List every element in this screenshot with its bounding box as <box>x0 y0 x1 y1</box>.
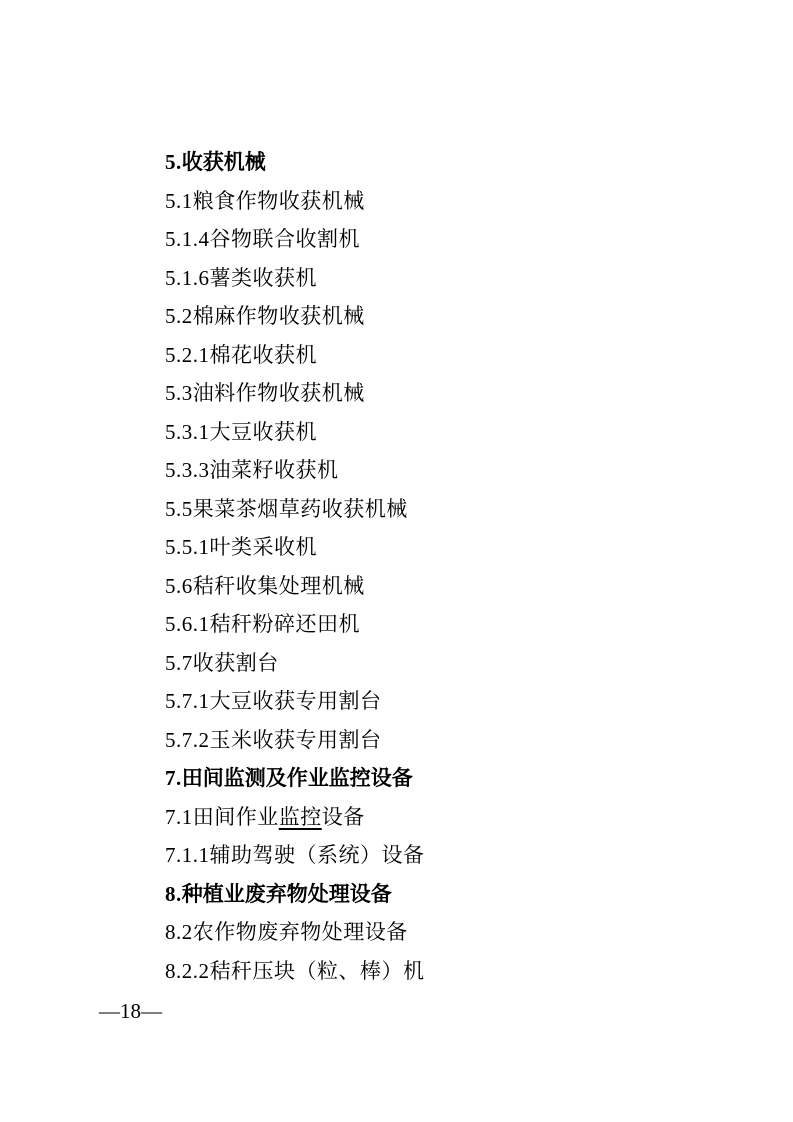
item-label: 秸秆压块（粒、棒）机 <box>209 958 425 983</box>
list-item <box>165 413 425 452</box>
item-number: 5.6.1 <box>165 612 210 636</box>
item-label: 棉花收获机 <box>209 342 317 367</box>
list-item <box>165 528 425 567</box>
item-number: 5.2.1 <box>165 342 210 367</box>
item-label: 玉米收获专用割台 <box>209 727 382 752</box>
list-item <box>165 336 425 375</box>
item-label: 田间作业 <box>192 804 279 829</box>
list-item <box>165 682 425 721</box>
list-item <box>165 259 425 298</box>
list-item <box>165 374 425 413</box>
item-label: 田间监测及作业监控设备 <box>181 767 413 790</box>
item-number: 7. <box>165 766 182 790</box>
item-label: 秸秆收集处理机械 <box>192 573 365 598</box>
list-item <box>165 721 425 760</box>
item-label: 谷物联合收割机 <box>209 227 360 251</box>
item-number: 5.6 <box>165 573 193 598</box>
item-number: 5.1.4 <box>165 227 210 251</box>
list-item <box>165 913 425 952</box>
item-number: 5.1.6 <box>165 265 210 290</box>
list-item <box>165 952 425 991</box>
list-item <box>165 798 425 837</box>
list-item <box>165 451 425 490</box>
item-label: 果菜茶烟草药收获机械 <box>192 496 408 521</box>
list-item <box>165 567 425 606</box>
item-number: 5.7 <box>165 650 193 675</box>
list-item <box>165 490 425 529</box>
item-label: 农作物废弃物处理设备 <box>192 920 408 944</box>
item-label: 棉麻作物收获机械 <box>192 304 365 328</box>
item-number: 5.5.1 <box>165 535 210 559</box>
item-label: 大豆收获机 <box>209 419 317 444</box>
item-number: 5.1 <box>165 188 193 213</box>
item-number: 5.3 <box>165 381 193 405</box>
list-item <box>165 644 425 683</box>
list-item <box>165 220 425 259</box>
item-label: 秸秆粉碎还田机 <box>209 612 360 636</box>
item-number: 5. <box>165 150 182 174</box>
item-number: 7.1.1 <box>165 843 210 867</box>
list-item-heading <box>165 875 425 914</box>
item-label: 收获割台 <box>192 650 279 675</box>
list-item-heading <box>165 143 425 182</box>
item-number: 5.2 <box>165 304 193 328</box>
item-label: 收获机械 <box>181 151 266 174</box>
item-number: 7.1 <box>165 804 193 829</box>
list-item-heading <box>165 759 425 798</box>
list-item <box>165 605 425 644</box>
item-label: 油菜籽收获机 <box>209 458 339 482</box>
item-number: 5.5 <box>165 496 193 521</box>
section-list <box>165 143 425 990</box>
item-number: 5.7.1 <box>165 689 210 713</box>
item-label: 叶类采收机 <box>209 535 317 559</box>
item-label: 辅助驾驶（系统）设备 <box>209 843 425 867</box>
item-number: 8.2 <box>165 920 193 944</box>
item-label: 油料作物收获机械 <box>192 381 365 405</box>
item-number: 8.2.2 <box>165 958 210 983</box>
item-number: 5.7.2 <box>165 727 210 752</box>
item-label: 粮食作物收获机械 <box>192 188 365 213</box>
item-number: 5.3.3 <box>165 458 210 482</box>
item-number: 5.3.1 <box>165 419 210 444</box>
item-label: 薯类收获机 <box>209 265 317 290</box>
list-item <box>165 836 425 875</box>
list-item <box>165 182 425 221</box>
item-number: 8. <box>165 881 182 906</box>
item-label: 设备 <box>321 804 365 829</box>
item-label: 种植业废弃物处理设备 <box>181 882 392 906</box>
item-label: 大豆收获专用割台 <box>209 689 382 713</box>
list-item <box>165 297 425 336</box>
item-label-underlined: 监控 <box>278 804 322 829</box>
page-number: —18— <box>99 999 162 1023</box>
